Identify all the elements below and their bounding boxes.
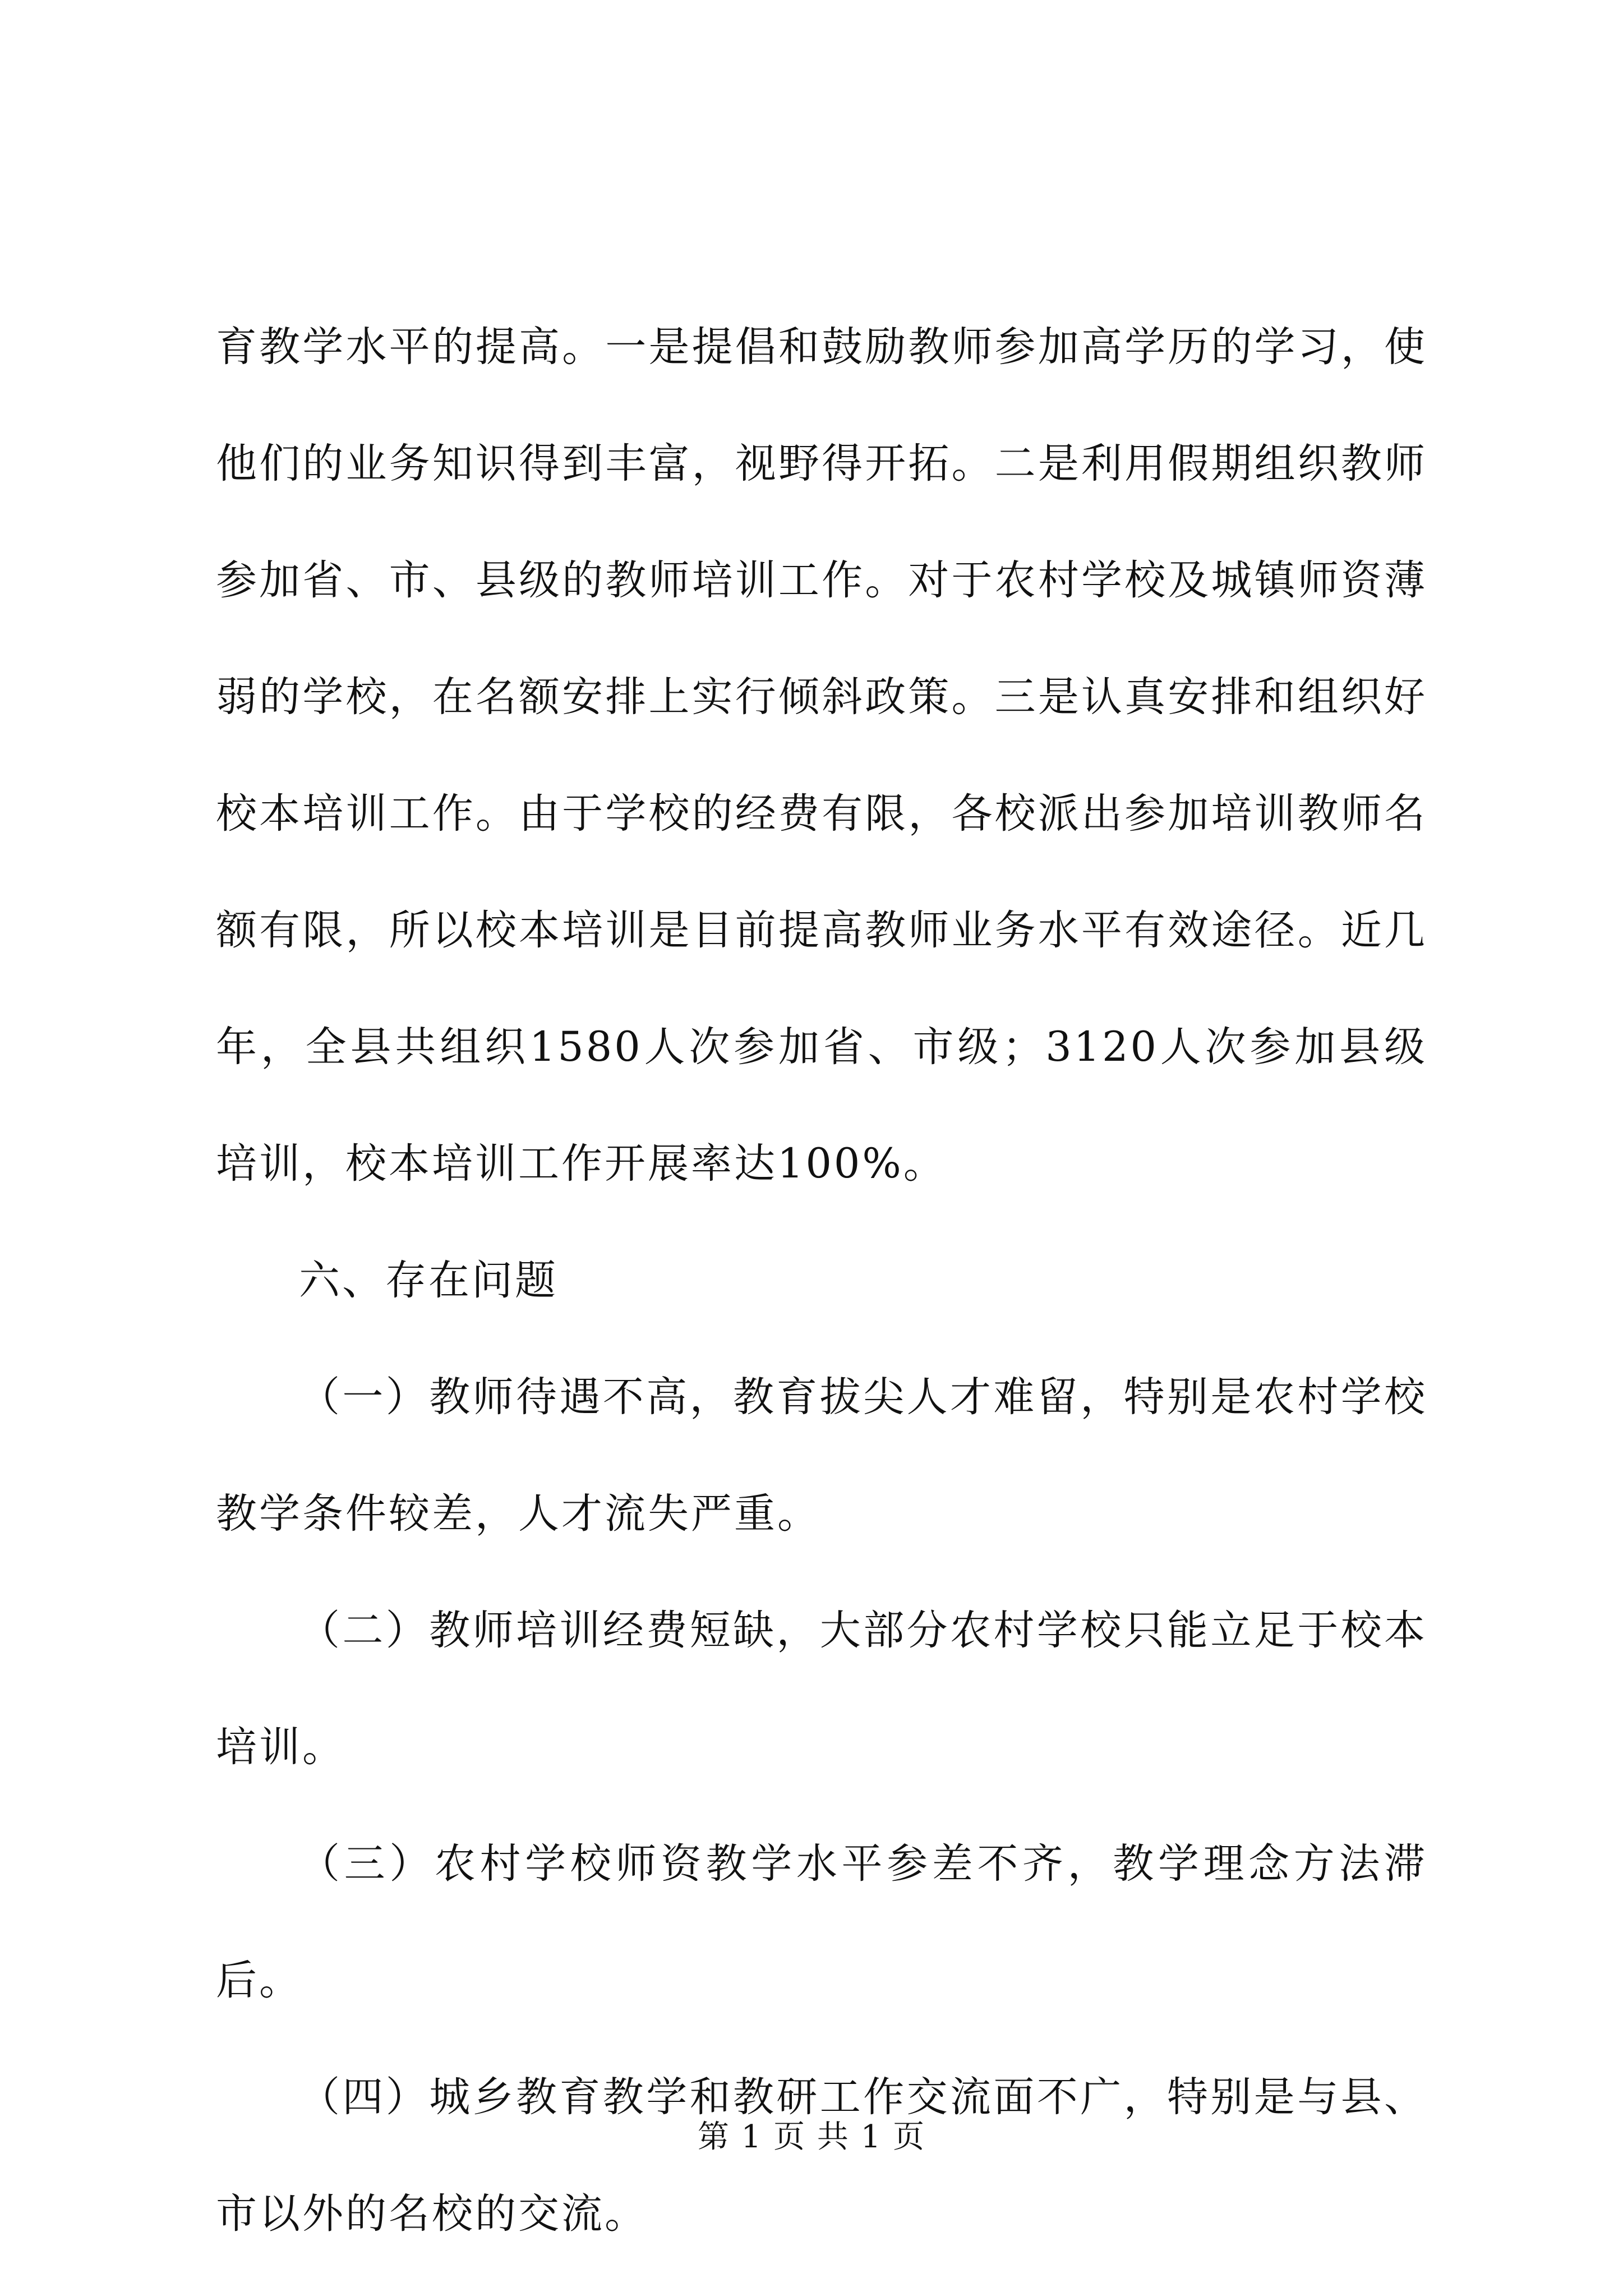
page-footer: 第 1 页 共 1 页 <box>697 2119 926 2155</box>
problem-item-3: （三）农村学校师资教学水平参差不齐，教学理念方法滞后。 <box>216 1840 1427 2004</box>
problem-item-1: （一）教师待遇不高，教育拔尖人才难留，特别是农村学校教学条件较差，人才流失严重。 <box>216 1373 1427 1538</box>
problem-item-2: （二）教师培训经费短缺，大部分农村学校只能立足于校本培训。 <box>216 1607 1427 1771</box>
body-paragraph: 育教学水平的提高。一是提倡和鼓励教师参加高学历的学习，使他们的业务知识得到丰富，视野得开拓。二是利用假期组织教师参加省、市、县级的教师培训工作。对于农村学校及城镇师资薄弱的学校，在名额安排上实行倾斜政策。三是认真安排和组织好校本培训工作。由于学校的经费有限，各校派出参加培训教师名额有限，所以校本培训是目前提高教师业务水平有效途径。近几年，全县共组织1580人次参加省、市级；3120人次参加县级培训，校本培训工作开展率达100%。 <box>216 323 1427 1188</box>
document-body <box>216 289 1427 2272</box>
section-heading: 六、存在问题 <box>299 1257 558 1304</box>
problem-item-4: （四）城乡教育教学和教研工作交流面不广，特别是与县、市以外的名校的交流。 <box>216 2073 1427 2238</box>
